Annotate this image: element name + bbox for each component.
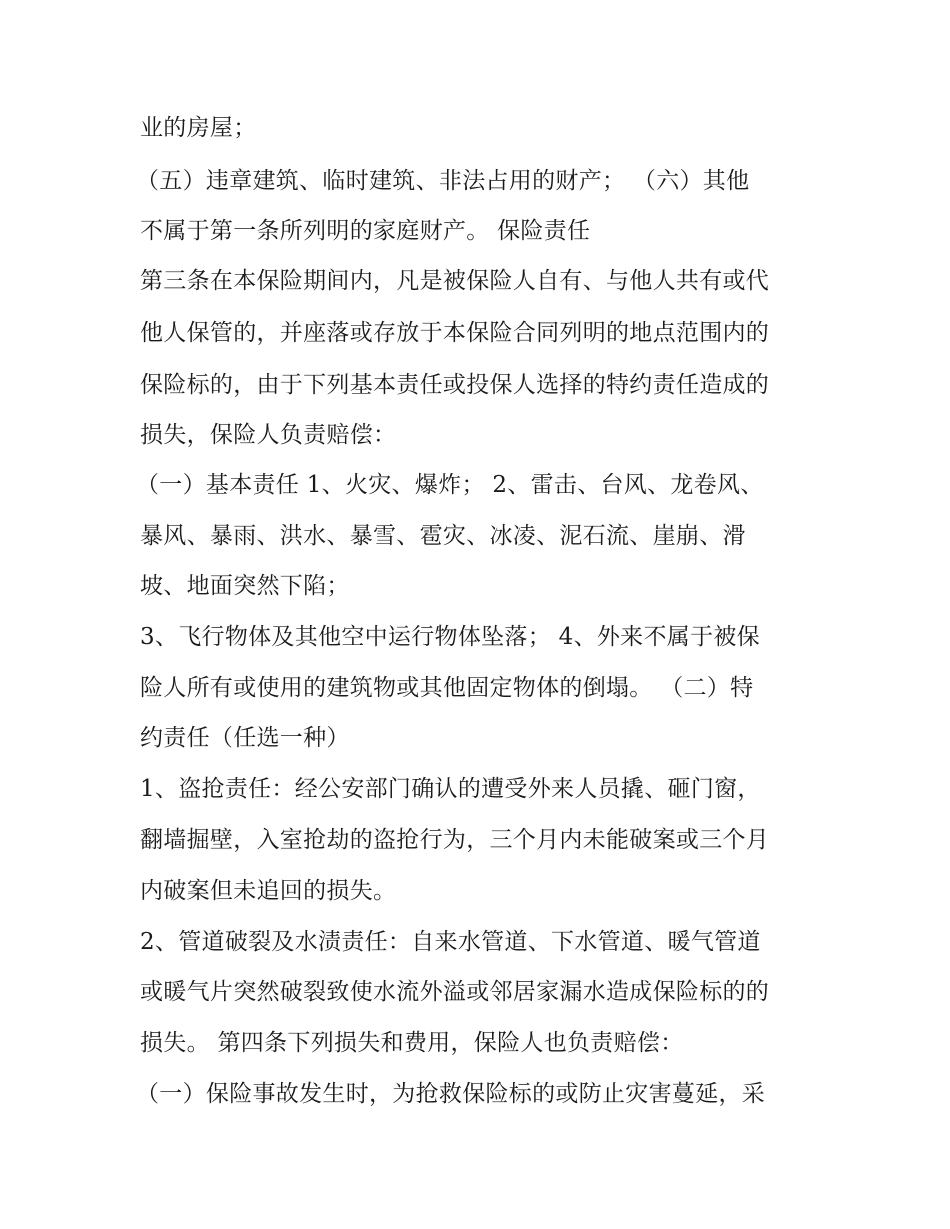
text-line: 险人所有或使用的建筑物或其他固定物体的倒塌。 （二）特: [140, 675, 754, 701]
text-line: 损失，保险人负责赔偿：: [140, 422, 397, 448]
text-line: 坡、地面突然下陷；: [140, 573, 350, 599]
text-line: 保险标的，由于下列基本责任或投保人选择的特约责任造成的: [140, 372, 770, 398]
text-line: 他人保管的，并座落或存放于本保险合同列明的地点范围内的: [140, 320, 770, 346]
text-line: 或暖气片突然破裂致使水流外溢或邻居家漏水造成保险标的的: [140, 979, 770, 1005]
text-line: 损失。 第四条下列损失和费用，保险人也负责赔偿：: [140, 1030, 684, 1056]
text-line: 暴风、暴雨、洪水、暴雪、雹灾、冰凌、泥石流、崖崩、滑: [140, 523, 746, 549]
text-line: 业的房屋；: [140, 115, 257, 141]
text-line: 内破案但未追回的损失。: [140, 878, 397, 904]
text-line: 3、飞行物体及其他空中运行物体坠落； 4、外来不属于被保: [140, 624, 760, 650]
text-line: 不属于第一条所列明的家庭财产。 保险责任: [140, 218, 591, 244]
text-line: 1、盗抢责任：经公安部门确认的遭受外来人员撬、砸门窗，: [140, 776, 761, 802]
text-line: 约责任（任选一种）: [140, 725, 350, 751]
text-line: （一）基本责任 1、火灾、爆炸； 2、雷击、台风、龙卷风、: [136, 472, 764, 498]
text-line: 2、管道破裂及水渍责任：自来水管道、下水管道、暖气管道: [140, 929, 761, 955]
text-line: （一）保险事故发生时，为抢救保险标的或防止灾害蔓延，采: [136, 1081, 766, 1107]
text-line: （五）违章建筑、临时建筑、非法占用的财产； （六）其他: [136, 168, 750, 194]
text-line: 第三条在本保险期间内，凡是被保险人自有、与他人共有或代: [140, 268, 770, 294]
text-line: 翻墙掘壁，入室抢劫的盗抢行为，三个月内未能破案或三个月: [140, 827, 770, 853]
